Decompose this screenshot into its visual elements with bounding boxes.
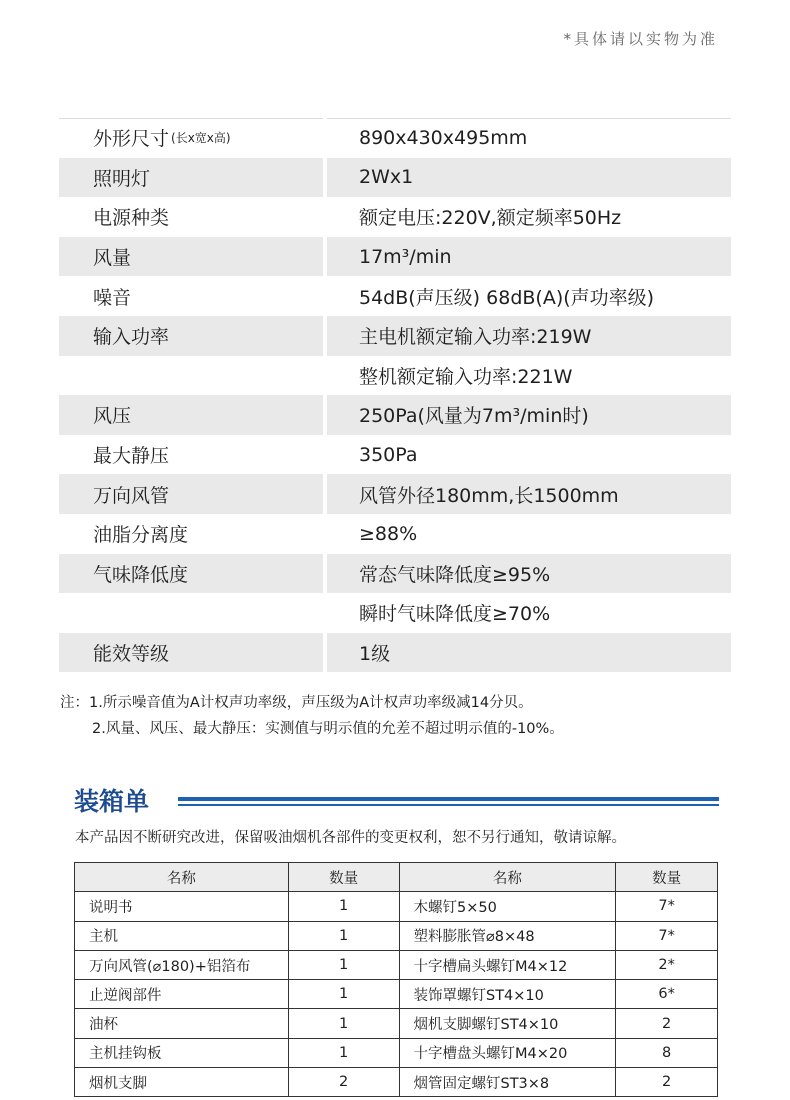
note-line-1: 注：1.所示噪音值为A计权声功率级，声压级为A计权声功率级减14分贝。 [60,695,533,711]
spec-value: 主电机额定输入功率:219W [359,326,592,349]
spec-value: 1级 [359,643,391,666]
item-name-cell: 油杯 [75,1009,289,1038]
spec-key [59,118,327,158]
item-qty-cell: 1 [288,892,399,921]
spec-value: 整机额定输入功率:221W [359,365,573,388]
packing-list-title: 装箱单 [74,787,150,816]
item-name-cell: 十字槽盘头螺钉M4×20 [399,1038,616,1067]
item-qty-cell: 6* [616,980,718,1009]
spec-key-label: 电源种类 [93,207,170,230]
spec-key-label: 输入功率 [93,326,170,349]
item-qty-cell: 1 [288,980,399,1009]
spec-key [59,554,327,594]
item-qty-cell: 8 [616,1038,718,1067]
spec-value: 17m³/min [359,245,452,268]
item-qty-cell: 1 [288,950,399,979]
spec-key [59,197,327,237]
spec-key [59,276,327,316]
spec-row [59,593,731,633]
item-qty-cell: 1 [288,921,399,950]
table-row [75,1009,718,1038]
header-name-2: 名称 [399,863,616,892]
spec-key [59,237,327,277]
spec-row [59,316,731,356]
spec-row [59,356,731,396]
header-name-1: 名称 [75,863,289,892]
spec-key [59,633,327,673]
spec-key-label: 噪音 [93,286,132,309]
spec-value: 2Wx1 [359,166,414,189]
spec-value: ≥88% [359,522,418,545]
packing-subnote: 本产品因不断研究改进，保留吸油烟机各部件的变更权利，恕不另行通知，敬请谅解。 [75,830,626,846]
item-name-cell: 主机挂钩板 [75,1038,289,1067]
spec-row [59,118,731,158]
table-row [75,950,718,979]
item-name-cell: 说明书 [75,892,289,921]
item-qty-cell: 1 [288,1038,399,1067]
table-row [75,892,718,921]
spec-row [59,237,731,277]
spec-key [59,593,327,633]
spec-value: 风管外径180mm,长1500mm [359,484,619,507]
item-name-cell: 木螺钉5×50 [399,892,616,921]
spec-key-label: 风压 [93,405,132,428]
spec-row [59,395,731,435]
spec-key [59,316,327,356]
notes [60,690,564,742]
spec-key-note: (长x宽x高) [171,131,231,146]
spec-key [59,514,327,554]
item-name-cell: 装饰罩螺钉ST4×10 [399,980,616,1009]
item-name-cell: 万向风管(⌀180)+铝箔布 [75,950,289,979]
spec-key-label: 能效等级 [93,643,170,666]
item-name-cell: 烟机支脚螺钉ST4×10 [399,1009,616,1038]
item-name-cell: 十字槽扁头螺钉M4×12 [399,950,616,979]
spec-value: 瞬时气味降低度≥70% [359,603,551,626]
spec-key [59,158,327,198]
header-qty-1: 数量 [288,863,399,892]
spec-row [59,158,731,198]
spec-key-label: 油脂分离度 [93,524,189,547]
note-line-2: 2.风量、风压、最大静压：实测值与明示值的允差不超过明示值的-10%。 [92,721,564,737]
spec-row [59,474,731,514]
item-name-cell: 烟管固定螺钉ST3×8 [399,1068,616,1097]
item-qty-cell: 7* [616,892,718,921]
item-qty-cell: 2 [616,1009,718,1038]
spec-key-label: 照明灯 [93,167,151,190]
item-qty-cell: 2 [616,1068,718,1097]
header-qty-2: 数量 [616,863,718,892]
spec-key [59,356,327,396]
spec-row [59,276,731,316]
title-divider [178,797,719,806]
spec-key-label: 外形尺寸 [93,128,170,151]
item-qty-cell: 7* [616,921,718,950]
item-qty-cell: 2 [288,1068,399,1097]
spec-value: 890x430x495mm [359,126,528,149]
item-name-cell: 主机 [75,921,289,950]
spec-row [59,633,731,673]
spec-row [59,435,731,475]
item-name-cell: 止逆阀部件 [75,980,289,1009]
table-row [75,921,718,950]
spec-key [59,474,327,514]
table-row [75,980,718,1009]
item-name-cell: 塑料膨胀管⌀8×48 [399,921,616,950]
item-name-cell: 烟机支脚 [75,1068,289,1097]
spec-key-label: 风量 [93,247,132,270]
spec-key-label: 气味降低度 [93,563,189,586]
spec-value: 常态气味降低度≥95% [359,563,551,586]
item-qty-cell: 2* [616,950,718,979]
spec-row [59,514,731,554]
spec-key-label: 万向风管 [93,484,170,507]
spec-value: 250Pa(风量为7m³/min时) [359,405,589,428]
spec-value: 额定电压:220V,额定频率50Hz [359,207,622,230]
item-qty-cell: 1 [288,1009,399,1038]
spec-value: 350Pa [359,443,418,466]
spec-row [59,554,731,594]
packing-table [74,862,718,1097]
spec-key [59,435,327,475]
spec-key-label: 最大静压 [93,445,170,468]
disclaimer-text: *具体请以实物为准 [563,30,718,48]
spec-table [59,118,731,672]
spec-value: 54dB(声压级) 68dB(A)(声功率级) [359,286,655,309]
packing-table-header [75,863,718,892]
spec-row [59,197,731,237]
table-row [75,1068,718,1097]
table-row [75,1038,718,1067]
spec-key [59,395,327,435]
